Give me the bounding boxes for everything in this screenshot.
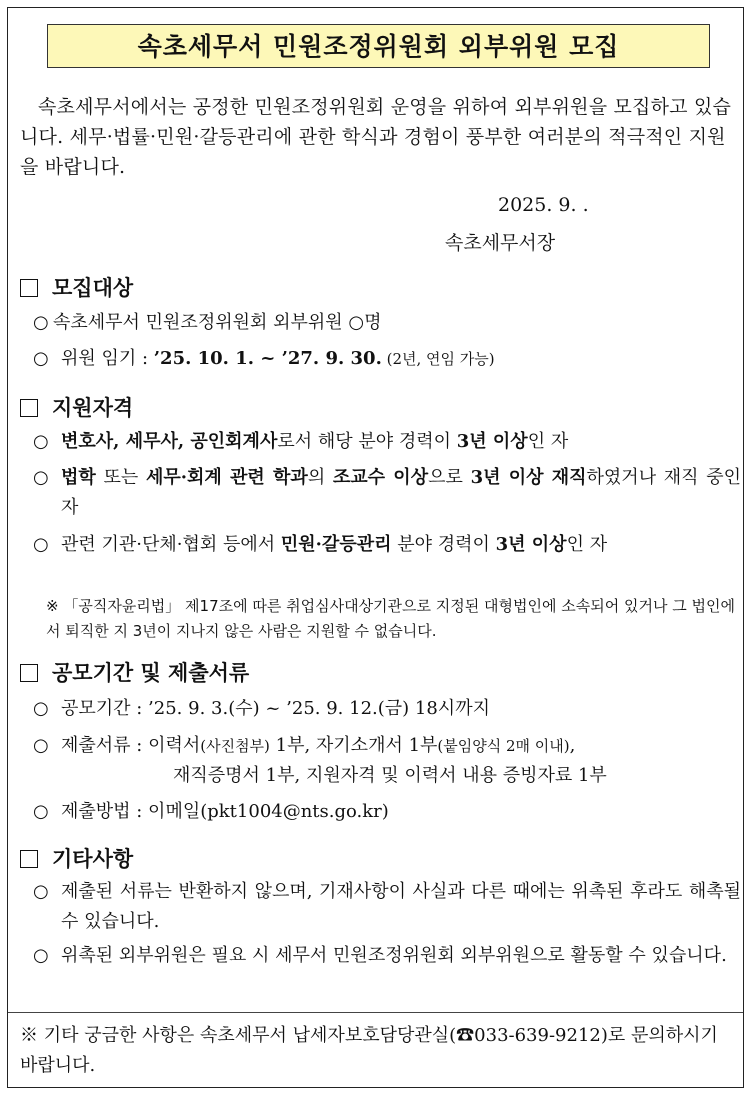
circle-bullet-icon: ○ xyxy=(33,467,49,488)
text-run: 이력서 xyxy=(148,735,201,756)
item-text: 제출방법 : 이메일(pkt1004@nts.go.kr) xyxy=(61,801,389,822)
list-item xyxy=(33,797,741,827)
issuing-office: 속초세무서장 xyxy=(445,232,556,254)
text-run: 변호사, 세무사, 공인회계사 xyxy=(61,431,278,452)
text-run: 로서 해당 분야 경력이 xyxy=(277,431,457,452)
text-run: 인 자 xyxy=(566,534,608,555)
item-text: 위촉된 외부위원은 필요 시 세무서 민원조정위원회 외부위원으로 활동할 수 있습니다. xyxy=(61,945,727,966)
section-heading: 공모기간 및 제출서류 xyxy=(52,661,250,685)
checkbox-square-icon xyxy=(20,399,38,417)
text-run: 의 xyxy=(307,467,333,488)
item-text: 공모기간 : ’25. 9. 3.(수) ~ ’25. 9. 12.(금) 18시까지 xyxy=(61,698,490,719)
circle-bullet-icon: ○ xyxy=(33,348,49,369)
text-run: 조교수 이상 xyxy=(332,467,429,488)
circle-bullet-icon: ○ xyxy=(33,881,49,902)
circle-bullet-icon: ○ xyxy=(33,312,49,333)
list-item xyxy=(33,427,741,457)
text-run: 3년 이상 재직 xyxy=(470,467,587,488)
text-run: 3년 이상 xyxy=(456,431,528,452)
section-period xyxy=(20,657,249,687)
list-item xyxy=(33,530,741,560)
text-run: 제출서류 : xyxy=(61,735,149,756)
text-run: 1부, 자기소개서 1부 xyxy=(269,735,438,756)
text-run: 민원·갈등관리 xyxy=(280,534,392,555)
list-item xyxy=(33,308,741,338)
footer-divider xyxy=(8,1012,743,1013)
section-heading: 기타사항 xyxy=(52,847,134,871)
item-text: 제출된 서류는 반환하지 않으며, 기재사항이 사실과 다른 때에는 위촉된 후라도 해촉될 수 있습니다. xyxy=(61,881,741,932)
item-text xyxy=(61,530,741,560)
list-item xyxy=(33,941,741,971)
term-value: ’25. 10. 1. ~ ’27. 9. 30. xyxy=(153,348,382,369)
text-run: , xyxy=(569,735,576,756)
text-run: 인 자 xyxy=(527,431,569,452)
checkbox-square-icon xyxy=(20,664,38,682)
intro-text: 속초세무서에서는 공정한 민원조정위원회 운영을 위하여 외부위원을 모집하고 있습니다. 세무·법률·민원·갈등관리에 관한 학식과 경험이 풍부한 여러분의 적극적인 지원을 바랍니다. xyxy=(20,96,732,178)
section-recruit xyxy=(20,272,133,302)
list-item xyxy=(33,344,741,374)
intro-paragraph xyxy=(20,92,738,182)
notice-date: 2025. 9. . xyxy=(498,194,589,216)
item-text xyxy=(61,731,741,761)
text-run: (사진첨부) xyxy=(200,737,270,755)
section-heading: 모집대상 xyxy=(52,276,134,300)
list-item xyxy=(33,694,741,724)
text-run: 또는 xyxy=(95,467,146,488)
page-title: 속초세무서 민원조정위원회 외부위원 모집 xyxy=(47,24,710,68)
term-label: 위원 임기 : xyxy=(61,348,154,369)
section-etc xyxy=(20,843,133,873)
checkbox-square-icon xyxy=(20,279,38,297)
circle-bullet-icon: ○ xyxy=(33,801,49,822)
text-run: 법학 xyxy=(61,467,96,488)
eligibility-note: ※ 「공직자윤리법」 제17조에 따른 취업심사대상기관으로 지정된 대형법인에 소속되어 있거나 그 법인에서 퇴직한 지 3년이 지나지 않은 사람은 지원할 수 없습니다. xyxy=(46,597,735,640)
item-text xyxy=(61,344,741,374)
item-text-line2: 재직증명서 1부, 지원자격 및 이력서 내용 증빙자료 1부 xyxy=(173,765,607,786)
list-item xyxy=(33,463,741,523)
section-heading: 지원자격 xyxy=(52,396,134,420)
list-item xyxy=(33,877,741,937)
circle-bullet-icon: ○ xyxy=(33,431,49,452)
item-text xyxy=(61,427,741,457)
text-run: 분야 경력이 xyxy=(391,534,496,555)
item-text xyxy=(61,463,741,523)
circle-bullet-icon: ○ xyxy=(33,534,49,555)
text-run: 으로 xyxy=(428,467,471,488)
checkbox-square-icon xyxy=(20,850,38,868)
footer-contact: ※ 기타 궁금한 사항은 속초세무서 납세자보호담당관실(☎033-639-9212)로 문의하시기 바랍니다. xyxy=(20,1025,718,1076)
text-run: 3년 이상 xyxy=(495,534,567,555)
text-run: 세무·회계 관련 학과 xyxy=(145,467,308,488)
circle-bullet-icon: ○ xyxy=(33,945,49,966)
section-qualify xyxy=(20,392,133,422)
term-note: (2년, 연임 가능) xyxy=(381,350,495,368)
circle-bullet-icon: ○ xyxy=(33,735,49,756)
item-text: 속초세무서 민원조정위원회 외부위원 ○명 xyxy=(53,312,382,333)
list-item xyxy=(33,731,741,791)
text-run: (붙임양식 2매 이내) xyxy=(437,737,570,755)
text-run: 관련 기관·단체·협회 등에서 xyxy=(61,534,281,555)
circle-bullet-icon: ○ xyxy=(33,698,49,719)
text-run: 하였거나 재직 중인 자 xyxy=(61,467,742,518)
